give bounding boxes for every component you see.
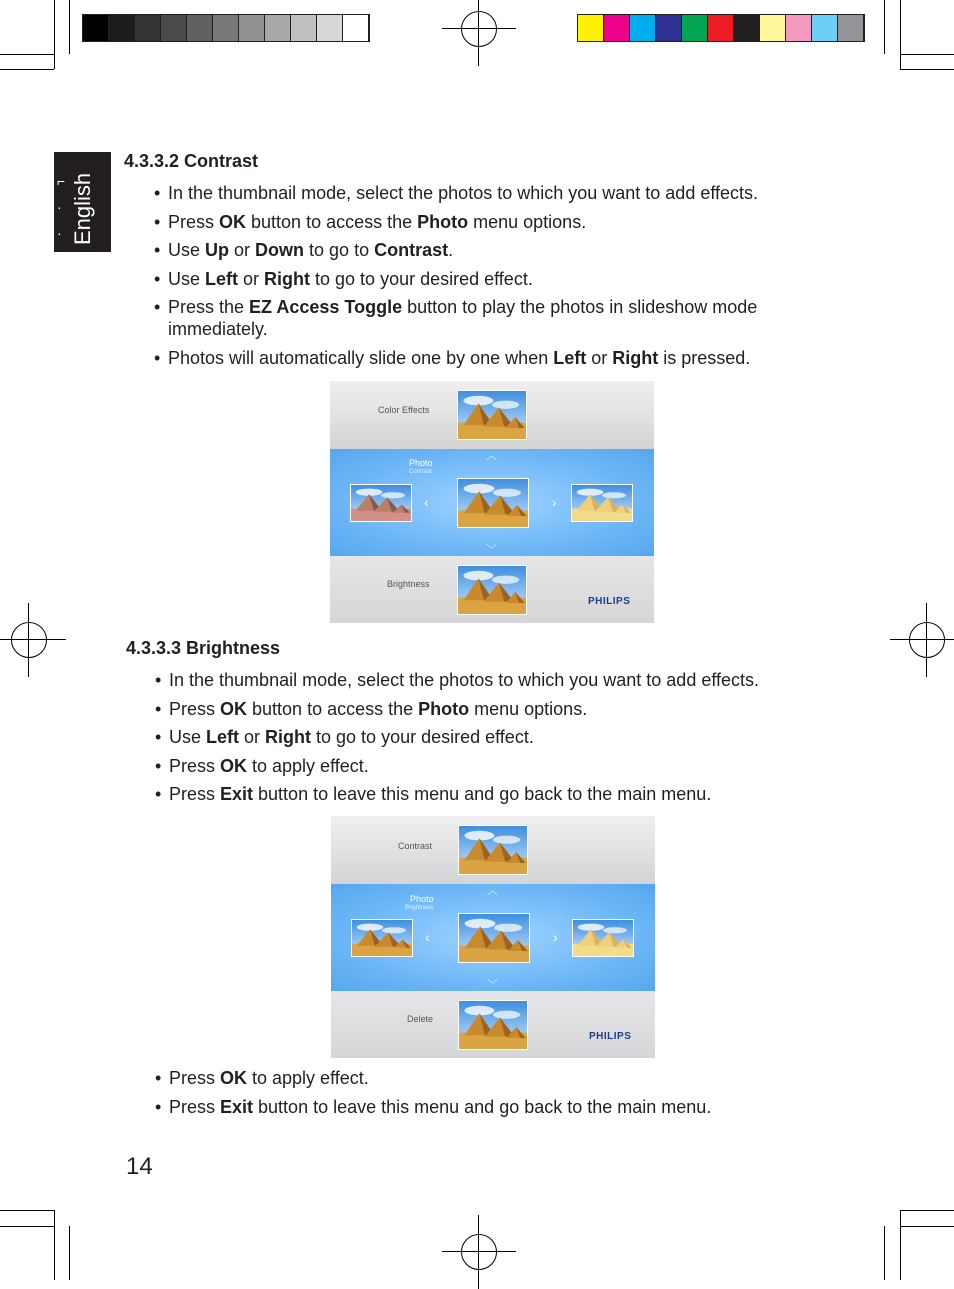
thumbnail-top <box>458 825 528 875</box>
chevron-right-icon: › <box>553 929 558 945</box>
text-run: to go to <box>304 240 375 260</box>
bullet-item <box>154 239 814 261</box>
crop-mark <box>0 54 54 55</box>
crop-mark <box>0 1226 54 1227</box>
bullet-item <box>154 268 814 290</box>
text-run: to apply effect. <box>247 1068 369 1088</box>
color-swatch <box>578 15 604 41</box>
color-swatch <box>682 15 708 41</box>
color-swatch <box>213 15 239 41</box>
menu-item-label-top: Contrast <box>398 841 433 851</box>
thumbnail-right-effect <box>572 919 634 957</box>
bold-term: Photo <box>417 211 469 232</box>
color-swatch <box>760 15 786 41</box>
bullet-item <box>155 783 815 805</box>
text-run: menu options. <box>468 211 587 232</box>
text-run: Press <box>169 1096 221 1117</box>
color-swatch <box>630 15 656 41</box>
crop-mark <box>900 1210 954 1211</box>
thumbnail-bottom <box>458 1000 528 1050</box>
crop-mark <box>884 1226 885 1280</box>
gray-swatch-bar <box>82 14 370 42</box>
text-run: to apply effect. <box>247 755 369 776</box>
bold-term: Left <box>206 727 240 747</box>
bold-term: Left <box>553 347 587 368</box>
text-run: Press <box>169 1068 221 1088</box>
thumbnail-center <box>458 913 530 963</box>
text-run: or <box>586 347 613 368</box>
text-run: or <box>229 240 256 260</box>
registration-mark-left <box>11 622 47 658</box>
menu-subtitle: Contrast <box>409 469 432 475</box>
menu-title: Photo <box>410 894 434 904</box>
bold-term: Right <box>612 347 659 368</box>
bold-term: Exit <box>220 1096 254 1117</box>
text-run: button to access the <box>246 211 418 232</box>
text-run: button to access the <box>247 698 419 719</box>
color-swatch <box>135 15 161 41</box>
crop-mark <box>69 0 70 54</box>
philips-logo: PHILIPS <box>588 596 631 607</box>
contrast-menu-screenshot <box>330 381 654 623</box>
color-swatch <box>291 15 317 41</box>
color-swatch <box>265 15 291 41</box>
bold-term: OK <box>220 1068 248 1088</box>
text-run: button to leave this menu and go back to the main menu. <box>253 784 712 804</box>
brightness-closing-instructions <box>155 1067 815 1124</box>
chevron-down-icon: ﹀ <box>486 544 497 556</box>
chevron-right-icon: › <box>552 494 557 510</box>
text-run: is pressed. <box>658 347 751 368</box>
bold-term: OK <box>220 698 248 719</box>
crop-mark <box>0 69 54 70</box>
text-run: Use <box>169 727 207 747</box>
bullet-item <box>155 1067 815 1089</box>
text-run: Press <box>169 784 221 804</box>
page-number: 14 <box>126 1153 153 1180</box>
text-run: Press the <box>168 297 250 317</box>
brightness-menu-screenshot <box>331 816 655 1058</box>
crop-mark <box>900 0 901 69</box>
color-swatch <box>317 15 343 41</box>
color-swatch <box>812 15 838 41</box>
text-run: to go to your desired effect. <box>311 727 534 747</box>
bold-term: Right <box>264 268 311 289</box>
crop-mark <box>900 69 954 70</box>
bold-term: Up <box>205 240 230 260</box>
thumbnail-left-effect <box>350 484 412 522</box>
bullet-item <box>155 669 815 691</box>
section-heading-contrast: 4.3.3.2 Contrast <box>124 151 259 171</box>
bold-term: Contrast <box>374 240 449 260</box>
registration-mark-bottom <box>461 1234 497 1270</box>
tab-marker: ⌐ · · <box>57 173 66 241</box>
text-run: button to play the photos in slideshow mode immediately. <box>168 297 758 339</box>
thumbnail-top <box>457 390 527 440</box>
text-run: or <box>239 727 266 747</box>
bullet-item <box>155 1096 815 1118</box>
color-swatch <box>343 15 369 41</box>
menu-title: Photo <box>409 458 433 468</box>
crop-mark <box>900 1210 901 1280</box>
color-swatch <box>83 15 109 41</box>
text-run: to go to your desired effect. <box>310 268 533 289</box>
bold-term: Left <box>205 268 239 289</box>
bullet-item <box>155 698 815 720</box>
thumbnail-right-effect <box>571 484 633 522</box>
menu-item-label-bottom: Brightness <box>387 579 430 589</box>
menu-subtitle: Brightness <box>405 905 434 911</box>
text-run: Press <box>169 698 221 719</box>
text-run: . <box>448 240 454 260</box>
color-swatch <box>656 15 682 41</box>
chevron-down-icon: ﹀ <box>487 979 498 991</box>
color-swatch <box>734 15 760 41</box>
text-run: Press <box>169 755 221 776</box>
text-run: In the thumbnail mode, select the photos to which you want to add effects. <box>169 670 760 690</box>
text-run: In the thumbnail mode, select the photos to which you want to add effects. <box>168 183 759 203</box>
crop-mark <box>54 0 55 69</box>
text-run: Photos will automatically slide one by one when <box>168 347 554 368</box>
bullet-item <box>154 296 814 340</box>
text-run: Use <box>168 240 206 260</box>
crop-mark <box>900 54 954 55</box>
registration-mark-right <box>909 622 945 658</box>
bullet-item <box>155 726 815 748</box>
bullet-item <box>154 211 814 233</box>
language-tab-label: English <box>70 172 95 245</box>
bold-term: Down <box>255 240 305 260</box>
bold-term: OK <box>219 211 247 232</box>
bullet-item <box>154 347 814 369</box>
color-swatch <box>604 15 630 41</box>
bold-term: EZ Access Toggle <box>249 297 403 317</box>
contrast-instructions <box>154 182 814 375</box>
color-swatch <box>786 15 812 41</box>
crop-mark <box>900 1226 954 1227</box>
menu-item-label-top: Color Effects <box>378 405 430 415</box>
registration-mark-top <box>461 11 497 47</box>
chevron-up-icon: ︿ <box>486 450 497 462</box>
bold-term: OK <box>220 755 248 776</box>
color-swatch <box>187 15 213 41</box>
crop-mark <box>0 1210 54 1211</box>
thumbnail-bottom <box>457 565 527 615</box>
text-run: button to leave this menu and go back to the main menu. <box>253 1096 712 1117</box>
crop-mark <box>69 1226 70 1280</box>
thumbnail-left-effect <box>351 919 413 957</box>
bullet-item <box>154 182 814 204</box>
color-swatch-bar <box>577 14 865 42</box>
section-heading-brightness: 4.3.3.3 Brightness <box>126 638 281 658</box>
color-swatch <box>109 15 135 41</box>
color-swatch <box>838 15 864 41</box>
color-swatch <box>161 15 187 41</box>
crop-mark <box>884 0 885 54</box>
chevron-up-icon: ︿ <box>487 885 498 897</box>
brightness-instructions <box>155 669 815 812</box>
bold-term: Photo <box>418 698 470 719</box>
color-swatch <box>708 15 734 41</box>
crop-mark <box>54 1210 55 1280</box>
text-run: or <box>238 268 265 289</box>
chevron-left-icon: ‹ <box>424 494 429 510</box>
color-swatch <box>239 15 265 41</box>
bold-term: Exit <box>220 784 254 804</box>
bullet-item <box>155 755 815 777</box>
text-run: Press <box>168 211 220 232</box>
philips-logo: PHILIPS <box>589 1031 632 1042</box>
text-run: Use <box>168 268 206 289</box>
text-run: menu options. <box>469 698 588 719</box>
bold-term: Right <box>265 727 312 747</box>
thumbnail-center <box>457 478 529 528</box>
chevron-left-icon: ‹ <box>425 929 430 945</box>
menu-item-label-bottom: Delete <box>407 1014 434 1024</box>
